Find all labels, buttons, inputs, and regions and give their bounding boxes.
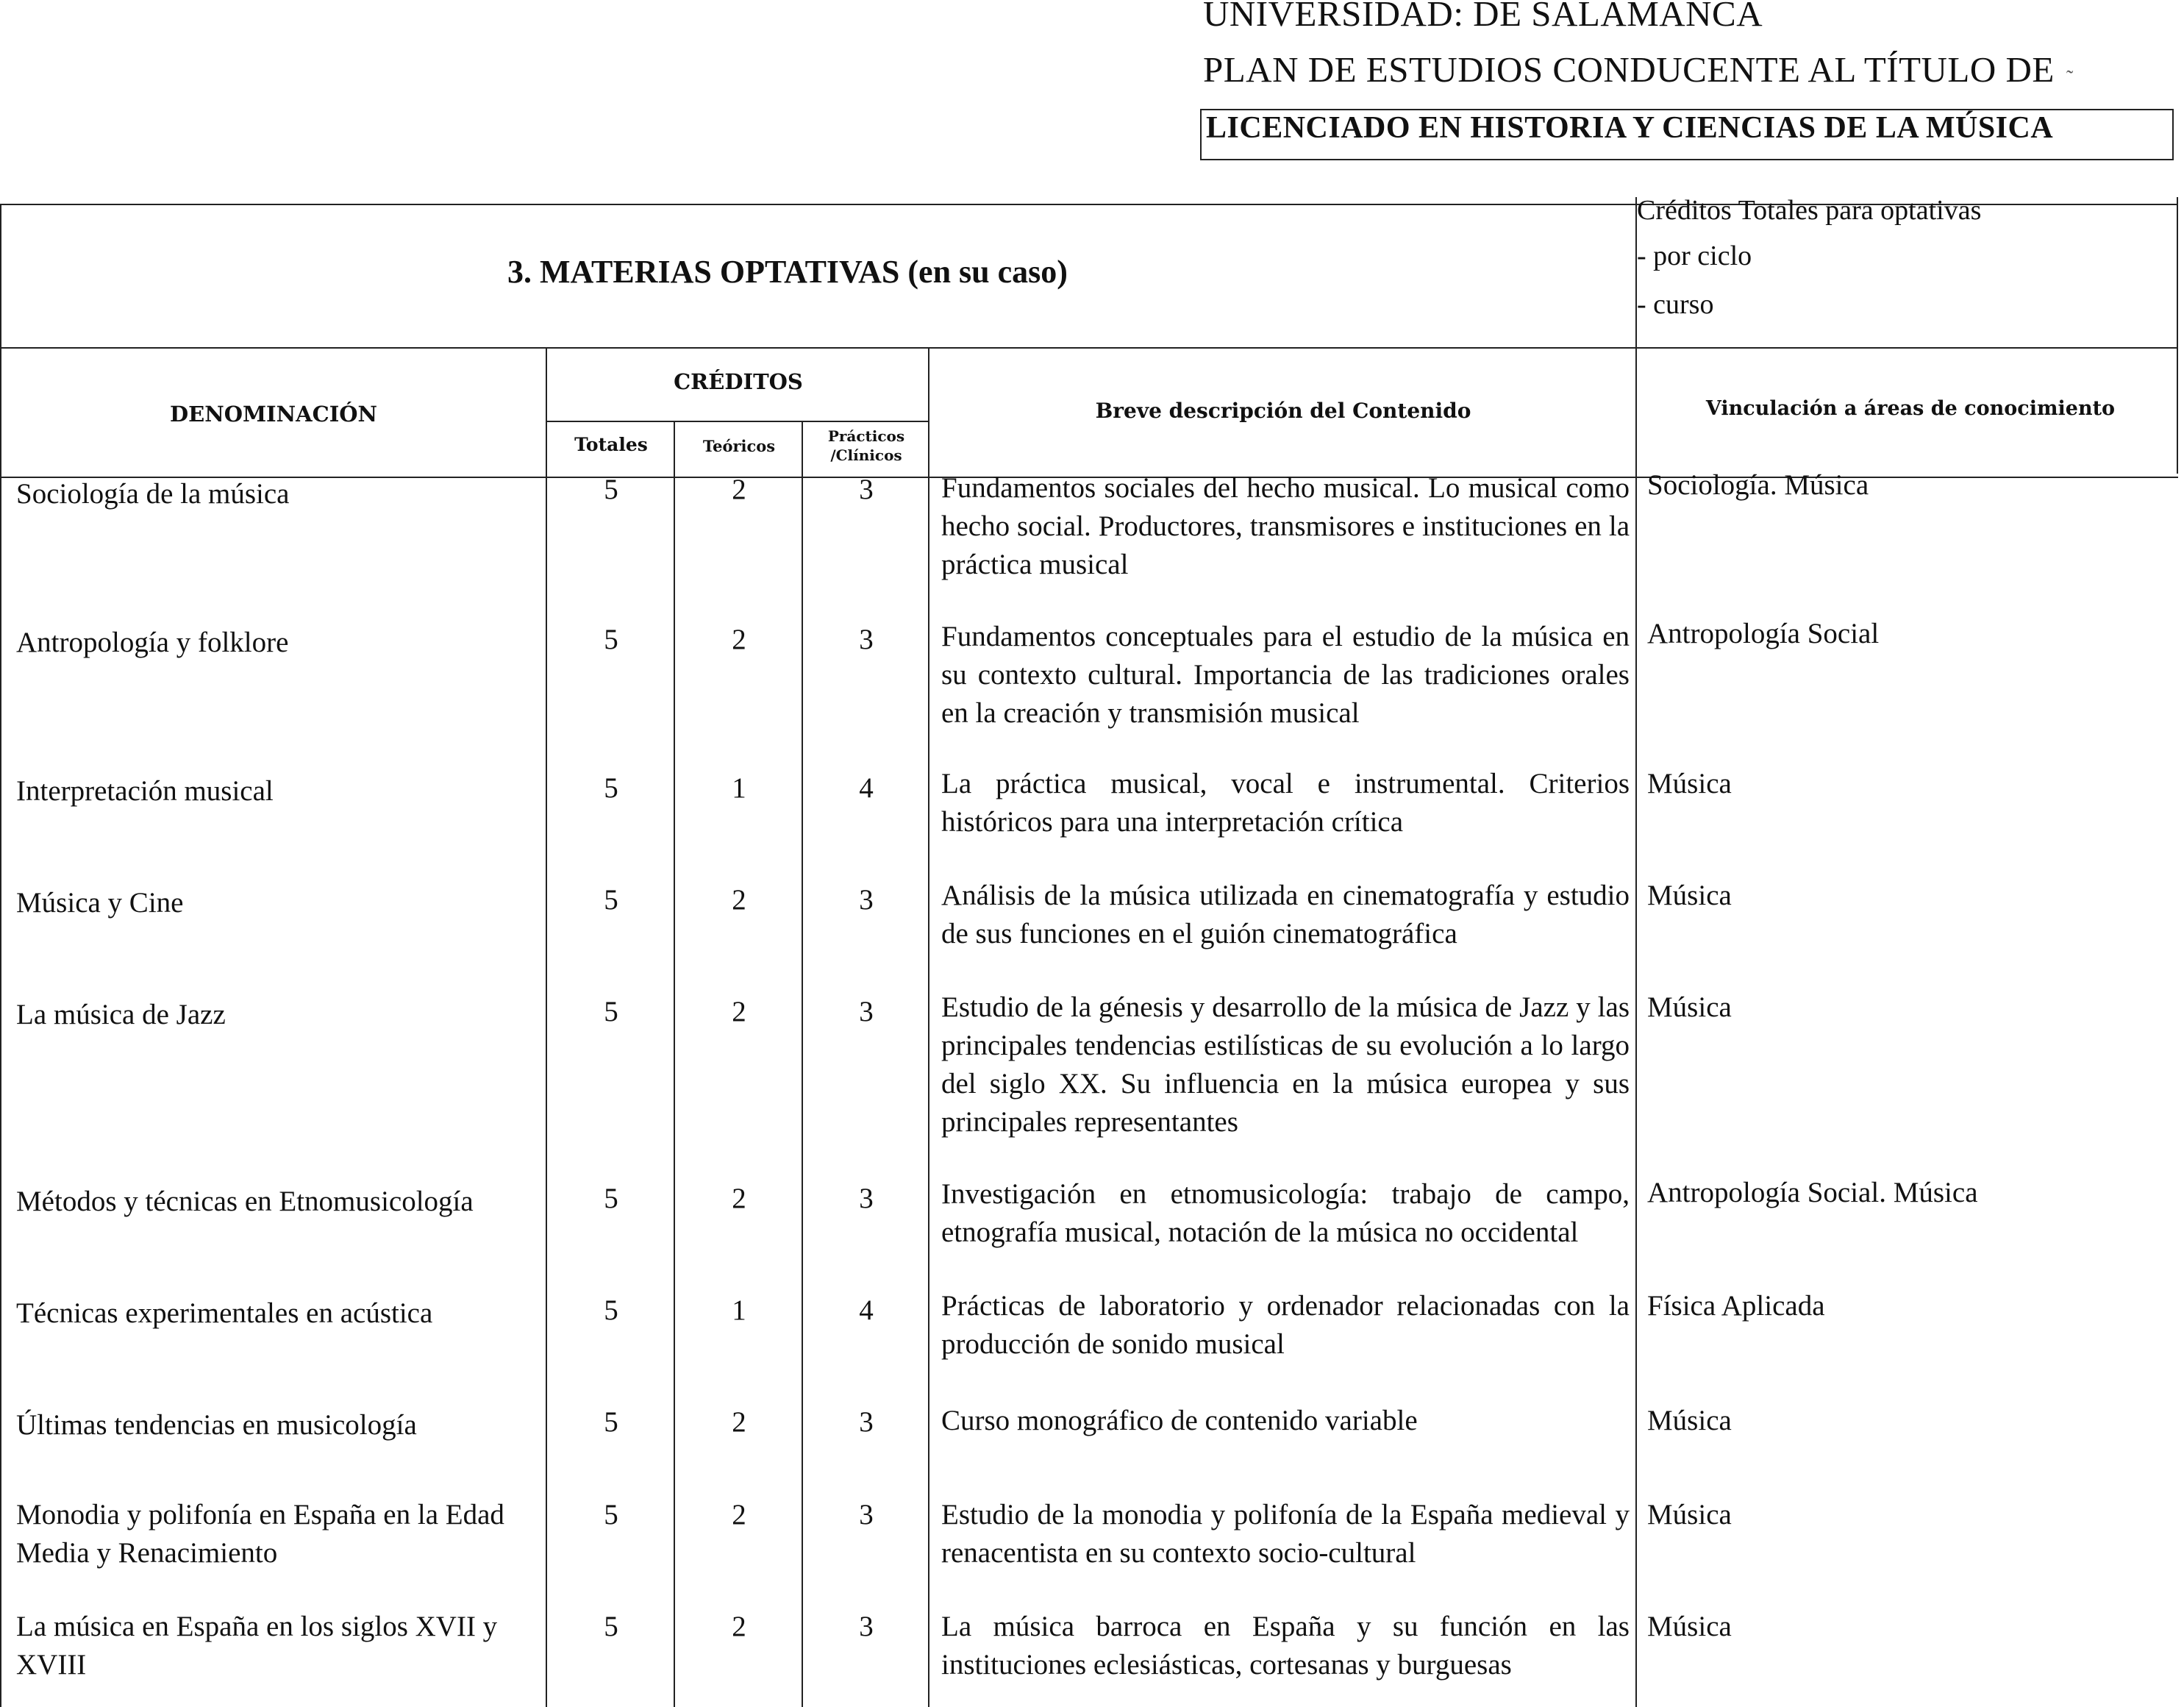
row-teoricos: 2 (732, 884, 746, 916)
row-practicos: 3 (859, 884, 874, 916)
row-practicos: 3 (859, 1406, 874, 1438)
row-vinculacion: Música (1647, 1499, 1732, 1530)
row-totales: 5 (604, 624, 618, 655)
row-teoricos: 1 (732, 772, 746, 804)
row-teoricos: 2 (732, 1183, 746, 1214)
header-descripcion: Breve descripción del Contenido (1095, 399, 1471, 423)
row-totales: 5 (604, 884, 618, 916)
header-totales: Totales (574, 434, 648, 455)
header-vinculacion: Vinculación a áreas de conocimiento (1705, 397, 2116, 420)
scan-mark: ˷ (2066, 51, 2074, 74)
row-name: Técnicas experimentales en acústica (16, 1297, 433, 1329)
row-name: Interpretación musical (16, 775, 274, 807)
row-name: Últimas tendencias en musicología (16, 1409, 417, 1441)
credits-total-label: Créditos Totales para optativas (1637, 195, 1982, 226)
row-name: La música de Jazz (16, 999, 226, 1030)
row-descripcion: La práctica musical, vocal e instrumental. Criterios históricos para una interpretación crítica (941, 768, 1630, 838)
row-descripcion: Fundamentos sociales del hecho musical. Lo musical como hecho social. Productores, transmisores e instituciones en la práctica musical (941, 472, 1630, 580)
header-denominacion: DENOMINACIÓN (169, 402, 378, 427)
row-descripcion: Fundamentos conceptuales para el estudio de la música en su contexto cultural. Importancia de las tradiciones orales en la creación y transmisión musical (941, 621, 1630, 729)
row-name: Antropología y folklore (16, 627, 289, 658)
row-descripcion: Curso monográfico de contenido variable (941, 1405, 1418, 1436)
row-practicos: 3 (859, 474, 874, 505)
row-totales: 5 (604, 1611, 618, 1642)
row-teoricos: 2 (732, 1499, 746, 1530)
row-practicos: 3 (859, 624, 874, 655)
row-descripcion: Investigación en etnomusicología: trabajo de campo, etnografía musical, notación de la música no occidental (941, 1178, 1630, 1248)
header-practicos (803, 427, 929, 465)
row-name: Sociología de la música (16, 478, 290, 510)
header-practicos-line2: /Clínicos (830, 446, 902, 464)
row-descripcion: La música barroca en España y su función en las instituciones eclesiásticas, cortesanas y burguesas (941, 1611, 1630, 1681)
row-totales: 5 (604, 996, 618, 1027)
row-totales: 5 (604, 1499, 618, 1530)
row-totales: 5 (604, 1183, 618, 1214)
row-descripcion: Estudio de la génesis y desarrollo de la música de Jazz y las principales tendencias estilísticas de su evolución a lo largo del siglo XX. Su influencia en la música europea y sus principales representantes (941, 991, 1630, 1138)
row-name: La música en España en los siglos XVII y XVIII (16, 1611, 498, 1681)
row-teoricos: 2 (732, 1611, 746, 1642)
row-descripcion: Prácticas de laboratorio y ordenador relacionadas con la producción de sonido musical (941, 1290, 1630, 1360)
row-teoricos: 2 (732, 624, 746, 655)
row-practicos: 3 (859, 1183, 874, 1214)
row-teoricos: 1 (732, 1294, 746, 1326)
row-vinculacion: Antropología Social (1647, 618, 1880, 649)
row-practicos: 3 (859, 1499, 874, 1530)
header-creditos: CRÉDITOS (674, 369, 803, 394)
plan-title: PLAN DE ESTUDIOS CONDUCENTE AL TÍTULO DE (1203, 49, 2055, 90)
credits-ciclo-label: - por ciclo (1637, 240, 1752, 271)
row-vinculacion: Música (1647, 1405, 1732, 1436)
section-title: 3. MATERIAS OPTATIVAS (en su caso) (507, 254, 1068, 290)
header-practicos-line1: Prácticos (827, 427, 905, 445)
row-practicos: 3 (859, 996, 874, 1027)
header-teoricos: Teóricos (702, 437, 776, 455)
row-vinculacion: Música (1647, 991, 1732, 1023)
degree-title: LICENCIADO EN HISTORIA Y CIENCIAS DE LA MÚSICA (1206, 111, 2054, 145)
row-practicos: 4 (859, 772, 874, 804)
row-totales: 5 (604, 1406, 618, 1438)
row-totales: 5 (604, 474, 618, 505)
row-descripcion: Análisis de la música utilizada en cinematografía y estudio de sus funciones en el guión cinematográfica (941, 880, 1630, 949)
row-vinculacion: Sociología. Música (1647, 469, 1869, 501)
row-vinculacion: Música (1647, 880, 1732, 911)
university-name: UNIVERSIDAD: DE SALAMANCA (1203, 0, 1763, 34)
row-teoricos: 2 (732, 1406, 746, 1438)
row-name: Música y Cine (16, 887, 184, 919)
credits-curso-label: - curso (1637, 289, 1714, 320)
row-vinculacion: Música (1647, 768, 1732, 799)
row-vinculacion: Antropología Social. Música (1647, 1177, 1978, 1208)
row-practicos: 4 (859, 1294, 874, 1326)
row-totales: 5 (604, 772, 618, 804)
row-practicos: 3 (859, 1611, 874, 1642)
degree-box (1200, 109, 2174, 160)
row-vinculacion: Física Aplicada (1647, 1290, 1825, 1322)
row-teoricos: 2 (732, 474, 746, 505)
row-name: Métodos y técnicas en Etnomusicología (16, 1186, 474, 1217)
row-teoricos: 2 (732, 996, 746, 1027)
row-descripcion: Estudio de la monodia y polifonía de la España medieval y renacentista en su contexto socio-cultural (941, 1499, 1630, 1569)
row-vinculacion: Música (1647, 1611, 1732, 1642)
row-name: Monodia y polifonía en España en la Edad Media y Renacimiento (16, 1499, 504, 1569)
row-totales: 5 (604, 1294, 618, 1326)
